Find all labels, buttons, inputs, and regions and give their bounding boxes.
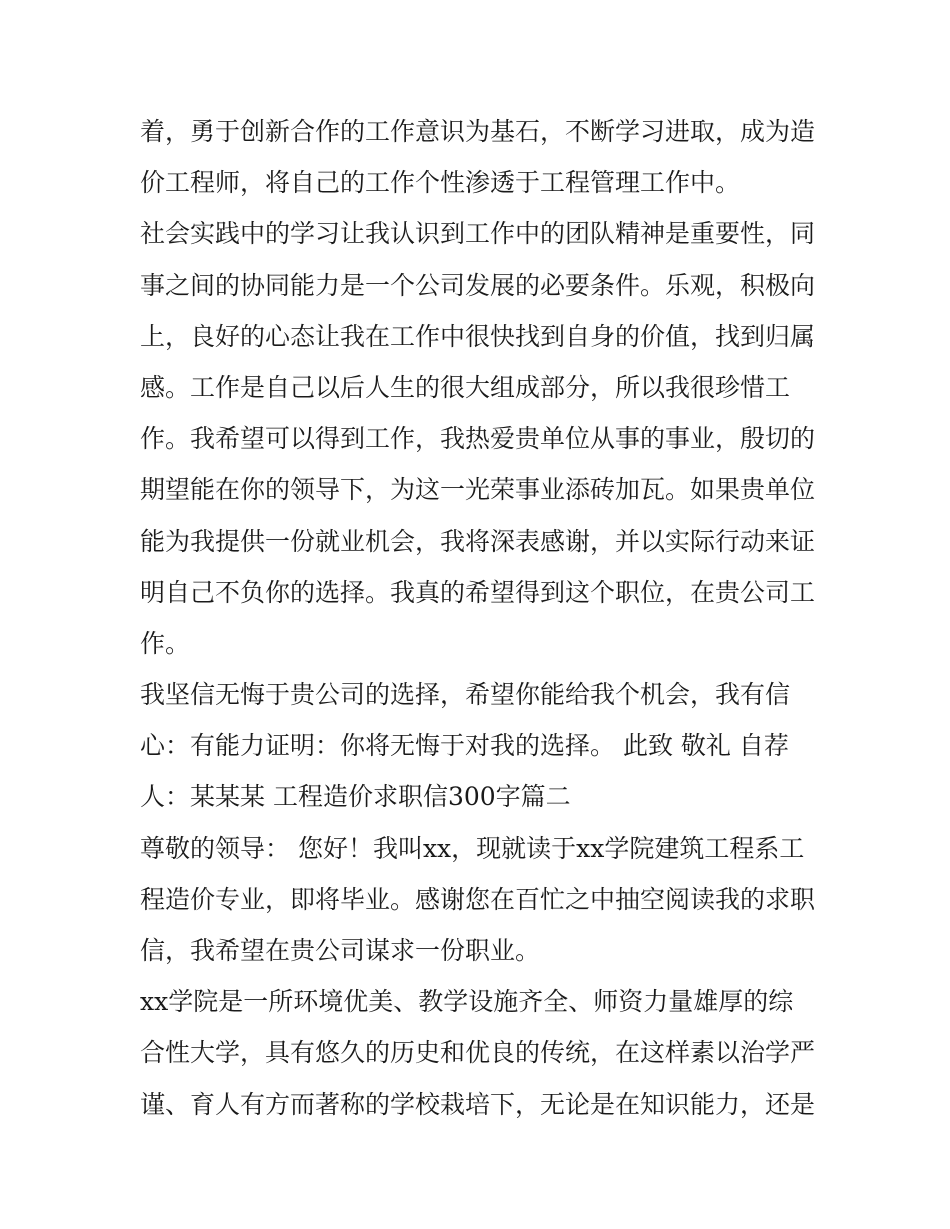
text-line: 能为我提供一份就业机会，我将深表感谢，并以实际行动来证: [140, 526, 816, 556]
text-line: 价工程师，将自己的工作个性渗透于工程管理工作中。: [140, 168, 741, 198]
text-line: 作。我希望可以得到工作，我热爱贵单位从事的事业，殷切的: [140, 424, 816, 454]
text-line: 谨、育人有方而著称的学校栽培下，无论是在知识能力，还是: [140, 1089, 816, 1119]
text-line: xx学院是一所环境优美、教学设施齐全、师资力量雄厚的综: [140, 987, 794, 1017]
text-line: 尊敬的领导： 您好！我叫xx，现就读于xx学院建筑工程系工: [140, 833, 805, 863]
text-line: 信，我希望在贵公司谋求一份职业。: [140, 936, 541, 965]
text-line: 心：有能力证明：你将无悔于对我的选择。 此致 敬礼 自荐: [140, 731, 789, 761]
body-text: [140, 106, 820, 1130]
text-line: 合性大学，具有悠久的历史和优良的传统，在这样素以治学严: [140, 1038, 816, 1068]
text-line: 人：某某某 工程造价求职信300字篇二: [140, 782, 571, 812]
text-line: 社会实践中的学习让我认识到工作中的团队精神是重要性，同: [140, 219, 816, 249]
text-line: 程造价专业，即将毕业。感谢您在百忙之中抽空阅读我的求职: [140, 884, 816, 914]
text-line: 事之间的协同能力是一个公司发展的必要条件。乐观，积极向: [140, 270, 816, 300]
text-line: 明自己不负你的选择。我真的希望得到这个职位，在贵公司工: [140, 577, 816, 607]
text-line: 期望能在你的领导下，为这一光荣事业添砖加瓦。如果贵单位: [140, 475, 816, 505]
text-line: 我坚信无悔于贵公司的选择，希望你能给我个机会，我有信: [140, 680, 791, 710]
text-line: 着，勇于创新合作的工作意识为基石，不断学习进取，成为造: [140, 117, 816, 146]
text-line: 感。工作是自己以后人生的很大组成部分，所以我很珍惜工: [140, 372, 791, 402]
text-line: 作。: [140, 628, 191, 658]
text-line: 上，良好的心态让我在工作中很快找到自身的价值，找到归属: [140, 321, 816, 351]
